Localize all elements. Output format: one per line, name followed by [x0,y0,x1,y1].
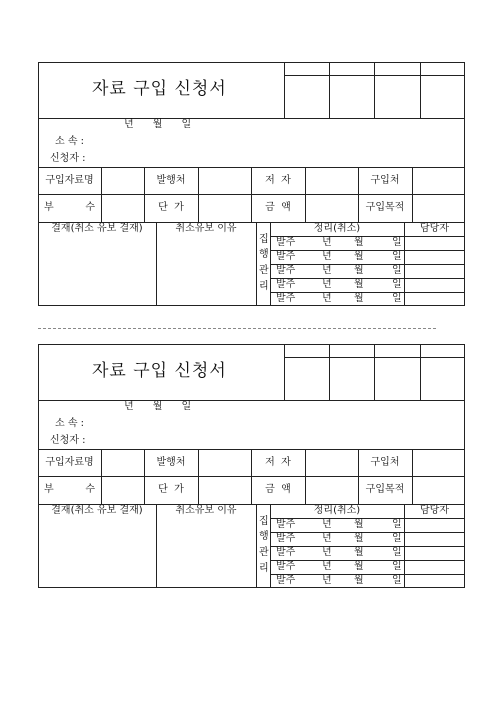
quantity-label: 부 수 [43,484,96,495]
grid-row [270,560,465,561]
execution-label-char: 행 [259,249,269,260]
month-label: 월 [354,533,364,544]
stamp-col-2 [374,62,375,118]
amount-label: 금 액 [265,484,291,495]
hold-reason-label: 취소유보 이유 [175,505,237,516]
stamp-col-2 [374,344,375,400]
applicant-label: 신청자 : [50,435,86,446]
publisher-label: 발행처 [156,175,186,186]
cut-line [38,328,436,329]
day-label: 일 [392,575,402,586]
unit-price-label: 단 가 [158,202,184,213]
year-label: 년 [322,279,332,290]
title-bottom-line [38,118,465,119]
author-label: 저 자 [265,175,291,186]
grid-col [256,222,257,306]
order-label: 발주 [276,279,296,290]
day-label: 일 [392,561,402,572]
grid-row [270,292,465,293]
hold-reason-label: 취소유보 이유 [175,223,237,234]
grid-row [270,250,465,251]
form-title: 자료 구입 신청서 [92,361,227,381]
grid-col [101,167,102,222]
year-label: 년 [322,265,332,276]
day-label: 일 [392,265,402,276]
stamp-col-1 [329,344,330,400]
form-title: 자료 구입 신청서 [92,79,227,99]
day-label: 일 [392,547,402,558]
year-label: 년 [322,293,332,304]
month-label: 월 [354,237,364,248]
execution-label-char: 리 [259,281,269,292]
execution-label-char: 리 [259,563,269,574]
stamp-col-1 [329,62,330,118]
grid-col [198,167,199,222]
purchase-item-label: 구입자료명 [45,175,94,186]
author-label: 저 자 [265,457,291,468]
month-label: 월 [354,293,364,304]
day-label: 일 [392,251,402,262]
grid-col [305,449,306,504]
grid-col [305,167,306,222]
grid-row [270,532,465,533]
year-label: 년 [322,519,332,530]
purchase-place-label: 구입처 [370,175,400,186]
title-divider [284,344,285,400]
month-label: 월 [354,519,364,530]
day-label: 일 [392,279,402,290]
year-label: 년 [322,251,332,262]
month-label: 월 [354,265,364,276]
applicant-label: 신청자 : [50,153,86,164]
title-bottom-line [38,400,465,401]
grid-col [412,449,413,504]
date-line: 년 월 일 [124,401,192,412]
order-label: 발주 [276,251,296,262]
order-label: 발주 [276,533,296,544]
order-label: 발주 [276,575,296,586]
purpose-label: 구입목적 [365,202,405,213]
purpose-label: 구입목적 [365,484,405,495]
stamp-col-3 [420,62,421,118]
amount-label: 금 액 [265,202,291,213]
year-label: 년 [322,533,332,544]
order-label: 발주 [276,561,296,572]
title-divider [284,62,285,118]
purchase-item-label: 구입자료명 [45,457,94,468]
grid-col [412,167,413,222]
affiliation-label: 소 속 : [55,136,85,147]
grid-row [270,574,465,575]
execution-label-char: 관 [259,265,269,276]
order-label: 발주 [276,293,296,304]
affiliation-label: 소 속 : [55,418,85,429]
grid-col [101,449,102,504]
stamp-col-3 [420,344,421,400]
grid-row [270,236,465,237]
grid-row [270,264,465,265]
purchase-request-form-1 [38,62,465,306]
execution-label-char: 집 [259,234,269,245]
publisher-label: 발행처 [156,457,186,468]
quantity-label: 부 수 [43,202,96,213]
day-label: 일 [392,533,402,544]
date-line: 년 월 일 [124,119,192,130]
execution-label-char: 집 [259,516,269,527]
purchase-request-form-2 [38,344,465,588]
month-label: 월 [354,279,364,290]
grid-col [256,504,257,588]
year-label: 년 [322,237,332,248]
purchase-place-label: 구입처 [370,457,400,468]
day-label: 일 [392,519,402,530]
execution-label-char: 관 [259,547,269,558]
year-label: 년 [322,561,332,572]
month-label: 월 [354,575,364,586]
year-label: 년 [322,575,332,586]
processing-label: 정리(취소) [313,505,361,516]
manager-label: 담당자 [420,223,449,234]
order-label: 발주 [276,265,296,276]
manager-label: 담당자 [420,505,449,516]
execution-label-char: 행 [259,531,269,542]
approval-label: 결재(취소 유보 결재) [51,505,143,516]
unit-price-label: 단 가 [158,484,184,495]
day-label: 일 [392,237,402,248]
month-label: 월 [354,561,364,572]
grid-row [270,546,465,547]
processing-label: 정리(취소) [313,223,361,234]
order-label: 발주 [276,547,296,558]
year-label: 년 [322,547,332,558]
month-label: 월 [354,547,364,558]
order-label: 발주 [276,237,296,248]
grid-col [198,449,199,504]
order-label: 발주 [276,519,296,530]
grid-row [270,278,465,279]
day-label: 일 [392,293,402,304]
grid-row [270,518,465,519]
month-label: 월 [354,251,364,262]
approval-label: 결재(취소 유보 결재) [51,223,143,234]
